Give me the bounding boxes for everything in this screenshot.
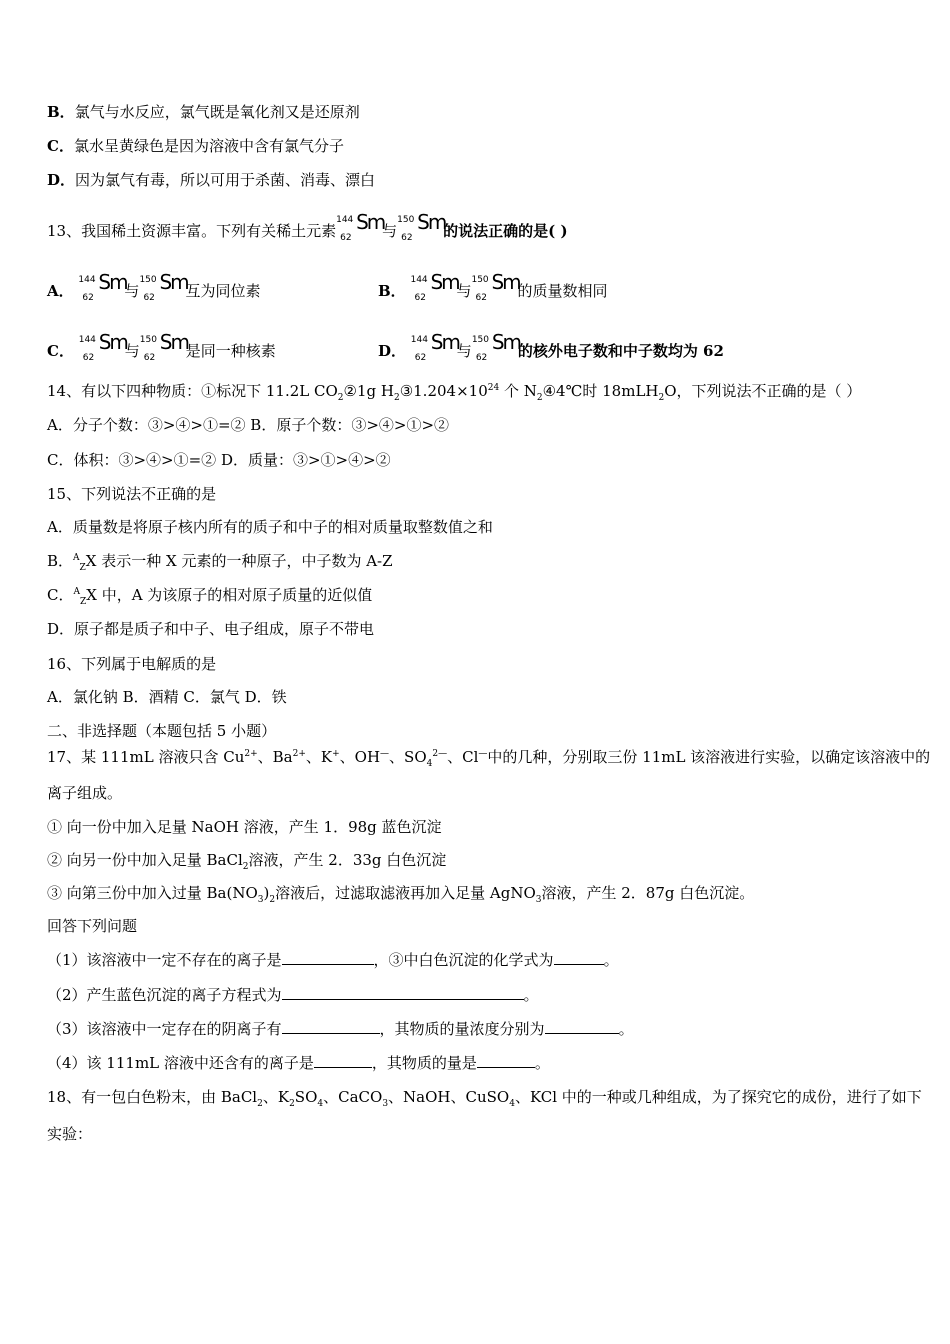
nuclide-sm-150: 150 62 Sm xyxy=(139,270,188,303)
q15-stem: 15、下列说法不正确的是 xyxy=(47,485,217,503)
q16-options: A．氯化钠 B．酒精 C．氯气 D．铁 xyxy=(47,688,287,706)
q17-sub-2: （2）产生蓝色沉淀的离子方程式为 。 xyxy=(47,986,539,1004)
answer-blank[interactable] xyxy=(282,985,524,1000)
answer-blank[interactable] xyxy=(545,1019,619,1034)
q13-option-d: D． 144 62 Sm 与 150 62 Sm 的核外电子数和中子数均为 62 xyxy=(378,330,724,363)
nuclide-sm-144: 144 62 Sm xyxy=(78,330,127,363)
q17-step-3: ③ 向第三份中加入过量 $Ba(NO_3)_2$溶液后，过滤取滤液再加入足量 AgNO$_3$溶液，产生 2．87g 白色沉淀。 xyxy=(47,884,755,905)
q12-option-b: B．氯气与水反应，氯气既是氧化剂又是还原剂 xyxy=(47,103,360,121)
q15-option-b: B．$^A_Z$X 表示一种 X 元素的一种原子，中子数为 A-Z xyxy=(47,552,393,573)
q15-option-a: A．质量数是将原子核内所有的质子和中子的相对质量取整数值之和 xyxy=(47,518,493,536)
q12-option-d: D．因为氯气有毒，所以可用于杀菌、消毒、漂白 xyxy=(47,171,376,189)
nuclide-sm-150: 150 62 Sm xyxy=(397,210,446,243)
q17-sub-1: （1）该溶液中一定不存在的离子是 ，③中白色沉淀的化学式为 。 xyxy=(47,951,619,969)
q18-stem-cont: 实验： xyxy=(47,1125,93,1143)
q17-stem: 17、某 111mL 溶液只含 $Cu^{2+}$、$Ba^{2+}$、K+、OH—、$SO_4^{2—}$、Cl—中的几种，分别取三份 11mL 该溶液进行实验，以确定该溶液中的 xyxy=(47,748,931,769)
answer-blank[interactable] xyxy=(282,950,374,965)
answer-blank[interactable] xyxy=(314,1053,372,1068)
q13-option-b: B． 144 62 Sm 与 150 62 Sm 的质量数相同 xyxy=(378,270,608,303)
q13-stem: 13、我国稀土资源丰富。下列有关稀土元素 144 62 Sm 与 150 62 Sm 的说法正确的是( ) xyxy=(47,210,568,243)
q17-step-1: ① 向一份中加入足量 NaOH 溶液，产生 1．98g 蓝色沉淀 xyxy=(47,818,442,836)
section-heading: 二、非选择题（本题包括 5 小题） xyxy=(47,722,277,740)
nuclide-sm-144: 144 62 Sm xyxy=(336,210,385,243)
q12-option-c: C．氯水呈黄绿色是因为溶液中含有氯气分子 xyxy=(47,137,344,155)
q18-stem: 18、有一包白色粉末，由 BaCl$_2$、$K_2SO_4$、CaCO$_3$、NaOH、CuSO$_4$、KCl 中的一种或几种组成，为了探究它的成份，进行了如下 xyxy=(47,1088,922,1109)
nuclide-sm-144: 144 62 Sm xyxy=(410,330,459,363)
nuclide-sm-150: 150 62 Sm xyxy=(471,330,520,363)
q17-step-2: ② 向另一份中加入足量 BaCl$_2$溶液，产生 2．33g 白色沉淀 xyxy=(47,851,447,872)
q14-stem: 14、有以下四种物质：①标况下 11.2L $CO_2②1g$ $H_2③1.204\times 10^{24}$ 个 $N_2④4℃$时 18mLH$_2$O，下列说法不正确的是（ ） xyxy=(47,382,862,403)
q17-sub-3: （3）该溶液中一定存在的阴离子有 ，其物质的量浓度分别为 。 xyxy=(47,1020,634,1038)
q14-options-ab: A．分子个数：③>④>①=② B．原子个数：③>④>①>② xyxy=(47,416,450,434)
answer-blank[interactable] xyxy=(282,1019,380,1034)
q13-option-c: C． 144 62 Sm 与 150 62 Sm 是同一种核素 xyxy=(47,330,276,363)
nuclide-sm-144: 144 62 Sm xyxy=(410,270,459,303)
q15-option-d: D．原子都是质子和中子、电子组成，原子不带电 xyxy=(47,620,375,638)
nuclide-sm-150: 150 62 Sm xyxy=(471,270,520,303)
q17-sub-4: （4）该 111mL 溶液中还含有的离子是 ，其物质的量是 。 xyxy=(47,1054,550,1072)
q16-stem: 16、下列属于电解质的是 xyxy=(47,655,217,673)
nuclide-sm-150: 150 62 Sm xyxy=(139,330,188,363)
q17-stem-cont: 离子组成。 xyxy=(47,784,123,802)
answer-blank[interactable] xyxy=(554,950,604,965)
q13-option-a: A． 144 62 Sm 与 150 62 Sm 互为同位素 xyxy=(47,270,261,303)
answer-blank[interactable] xyxy=(477,1053,535,1068)
q15-option-c: C．$^A_Z$X 中，A 为该原子的相对原子质量的近似值 xyxy=(47,586,373,607)
q14-options-cd: C．体积：③>④>①=② D．质量：③>①>④>② xyxy=(47,451,391,469)
nuclide-sm-144: 144 62 Sm xyxy=(78,270,127,303)
q17-answer-prompt: 回答下列问题 xyxy=(47,917,138,935)
